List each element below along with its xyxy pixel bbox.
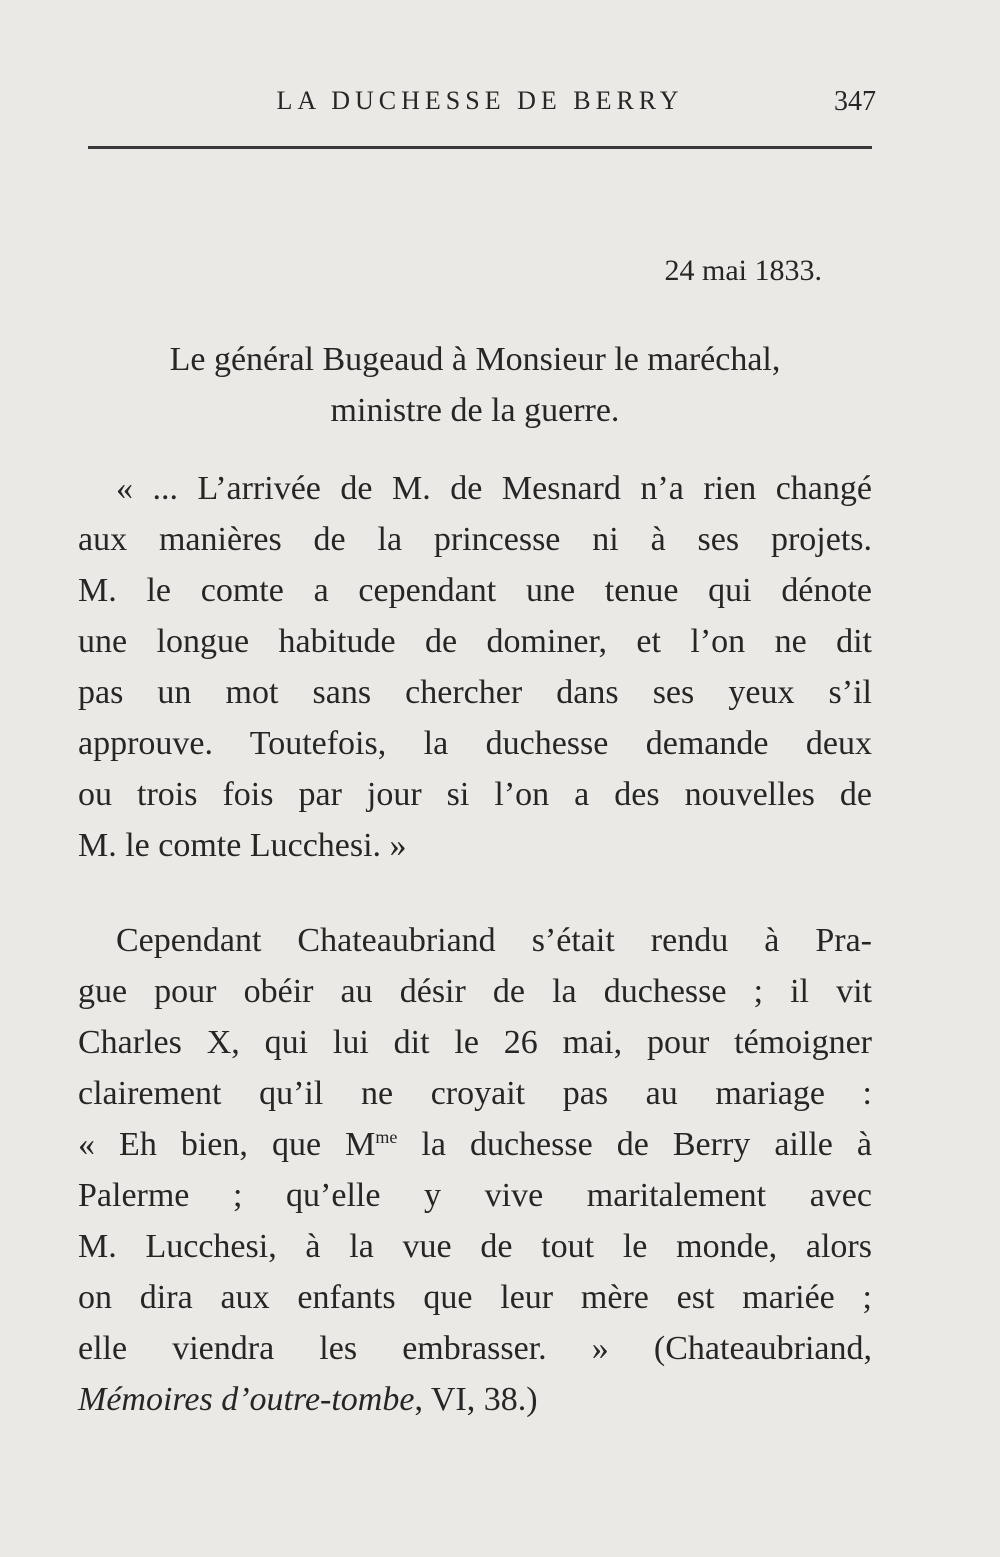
text-line: « ... L’arrivée de M. de Mesnard n’a rien changé bbox=[116, 470, 872, 507]
letter-heading-line: Le général Bugeaud à Monsieur le maréchal, bbox=[169, 341, 781, 378]
text-fragment: la duchesse de Berry aille à bbox=[421, 1126, 872, 1163]
running-head bbox=[88, 86, 876, 126]
text-line: Palerme ; qu’elle y vive maritalement avec bbox=[78, 1177, 872, 1214]
text-fragment: « Eh bien, que M bbox=[78, 1126, 376, 1163]
text-line: M. le comte a cependant une tenue qui dénote bbox=[78, 572, 872, 609]
text-line: on dira aux enfants que leur mère est mariée ; bbox=[78, 1279, 872, 1316]
letter-heading-line: ministre de la guerre. bbox=[330, 392, 620, 429]
text-line: approuve. Toutefois, la duchesse demande deux bbox=[78, 725, 872, 762]
text-line: Cependant Chateaubriand s’était rendu à Pra- bbox=[116, 922, 872, 959]
superscript: me bbox=[375, 1127, 398, 1147]
text-line: elle viendra les embrasser. » (Chateaubriand, bbox=[78, 1330, 872, 1367]
text-line: une longue habitude de dominer, et l’on ne dit bbox=[78, 623, 872, 660]
page-number: 347 bbox=[834, 86, 876, 117]
text-line: aux manières de la princesse ni à ses projets. bbox=[78, 521, 872, 558]
text-line: pas un mot sans chercher dans ses yeux s’il bbox=[78, 674, 872, 711]
citation-title: Mémoires d’outre-tombe bbox=[78, 1381, 415, 1418]
text-fragment: , VI, 38.) bbox=[414, 1381, 538, 1418]
quoted-letter bbox=[78, 463, 872, 871]
text-line: clairement qu’il ne croyait pas au mariage : bbox=[78, 1075, 872, 1112]
body-paragraph bbox=[78, 915, 872, 1425]
text-line: gue pour obéir au désir de la duchesse ; il vit bbox=[78, 973, 872, 1010]
header-rule bbox=[88, 146, 872, 149]
text-line: Charles X, qui lui dit le 26 mai, pour témoigner bbox=[78, 1024, 872, 1061]
letter-date: 24 mai 1833. bbox=[664, 254, 822, 287]
running-title: LA DUCHESSE DE BERRY bbox=[276, 86, 684, 115]
text-line: ou trois fois par jour si l’on a des nouvelles de bbox=[78, 776, 872, 813]
text-line: M. le comte Lucchesi. » bbox=[78, 827, 407, 864]
text-line bbox=[78, 1119, 872, 1170]
letter-heading bbox=[78, 334, 872, 436]
text-line: M. Lucchesi, à la vue de tout le monde, alors bbox=[78, 1228, 872, 1265]
text-line bbox=[78, 1374, 872, 1425]
